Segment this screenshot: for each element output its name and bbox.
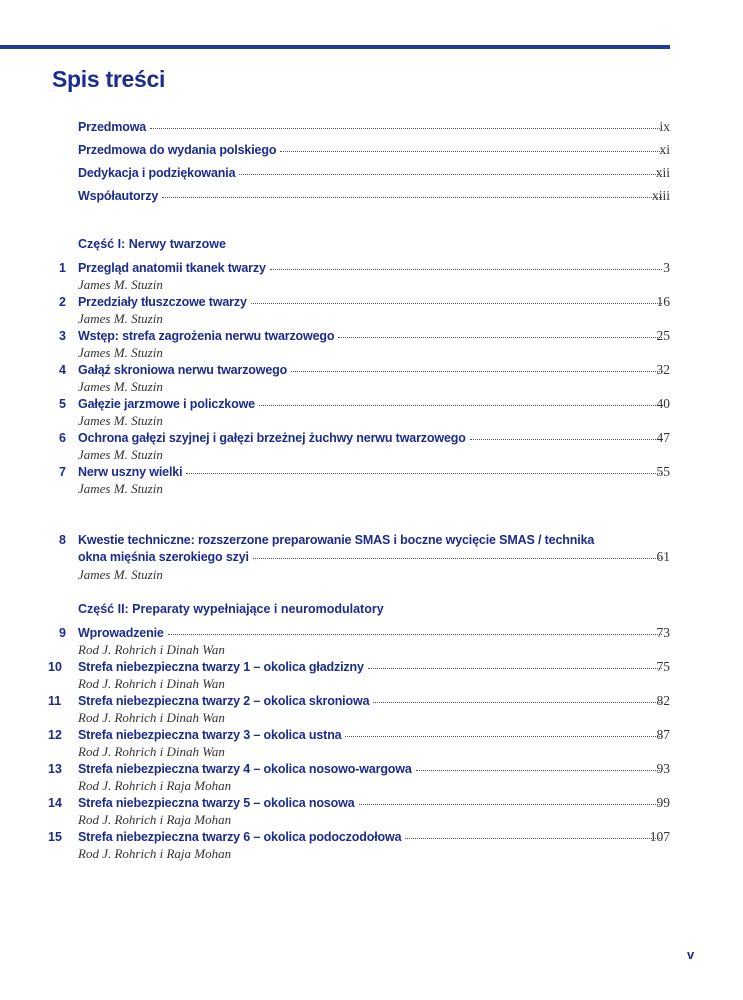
chapter-number: 2 [59,295,66,309]
chapter-number: 15 [48,830,62,844]
page-number: 25 [656,328,670,343]
chapter-entry[interactable] [0,261,743,295]
page-number: 61 [656,549,670,564]
page-number: 87 [656,727,670,742]
chapter-entry[interactable] [0,796,743,830]
dot-leader [259,405,662,406]
entry-title[interactable]: Współautorzy [78,189,159,203]
dot-leader [253,558,662,559]
chapter-title[interactable]: Strefa niebezpieczna twarzy 3 – okolica ustna [78,728,342,742]
dot-leader [416,770,662,771]
chapter-title[interactable]: Strefa niebezpieczna twarzy 5 – okolica nosowa [78,796,355,810]
page-number: ix [659,119,670,134]
chapter-entry[interactable] [0,465,743,499]
chapter-title[interactable]: Kwestie techniczne: rozszerzone preparowanie SMAS i boczne wycięcie SMAS / technika [78,533,595,547]
chapter-author: Rod J. Rohrich i Raja Mohan [78,812,232,827]
chapter-number: 14 [48,796,62,810]
page-number: 16 [656,294,670,309]
chapter-entry[interactable] [0,626,743,660]
chapter-title[interactable]: Wstęp: strefa zagrożenia nerwu twarzowego [78,329,335,343]
dot-leader [162,197,662,198]
dot-leader [239,174,662,175]
toc-entry[interactable] [0,166,743,189]
chapter-number: 10 [48,660,62,674]
toc-entry[interactable] [0,189,743,212]
chapter-entry[interactable] [0,329,743,363]
chapter-author: James M. Stuzin [78,481,163,496]
chapter-number: 9 [59,626,66,640]
chapter-author: Rod J. Rohrich i Dinah Wan [78,744,225,759]
dot-leader [291,371,662,372]
chapter-title[interactable]: Wprowadzenie [78,626,164,640]
entry-title[interactable]: Dedykacja i podziękowania [78,166,236,180]
chapter-number: 3 [59,329,66,343]
chapter-entry[interactable] [0,694,743,728]
chapter-title[interactable]: Przegląd anatomii tkanek twarzy [78,261,266,275]
front-matter-list [0,120,743,212]
chapter-number: 13 [48,762,62,776]
dot-leader [338,337,662,338]
chapter-author: Rod J. Rohrich i Dinah Wan [78,642,225,657]
chapter-entry[interactable] [0,728,743,762]
chapter-title[interactable]: Strefa niebezpieczna twarzy 6 – okolica podoczodołowa [78,830,402,844]
page-number: 32 [656,362,670,377]
page-number: 3 [663,260,670,275]
chapter-title[interactable]: Gałęzie jarzmowe i policzkowe [78,397,255,411]
chapter-entry[interactable] [0,295,743,329]
dot-leader [150,128,662,129]
dot-leader [186,473,662,474]
chapter-author: James M. Stuzin [78,311,163,326]
chapter-title[interactable]: Gałąź skroniowa nerwu twarzowego [78,363,288,377]
chapter-entry[interactable] [0,660,743,694]
entry-title[interactable]: Przedmowa [78,120,147,134]
chapter-author: Rod J. Rohrich i Raja Mohan [78,778,232,793]
page-folio: v [687,947,695,962]
page-number: 55 [656,464,670,479]
page-number: 73 [656,625,670,640]
chapter-entry[interactable] [0,363,743,397]
dot-leader [251,303,662,304]
chapter-title[interactable]: Nerw uszny wielki [78,465,183,479]
entry-title[interactable]: Przedmowa do wydania polskiego [78,143,277,157]
part-heading: Część II: Preparaty wypełniające i neuromodulatory [78,602,384,616]
page-number: 99 [656,795,670,810]
chapter-number: 4 [59,363,66,377]
toc-entry[interactable] [0,120,743,143]
dot-leader [368,668,662,669]
chapter-entry[interactable] [0,397,743,431]
chapter-entry[interactable] [0,431,743,465]
page-number: 47 [656,430,670,445]
dot-leader [280,151,662,152]
dot-leader [168,634,662,635]
dot-leader [359,804,662,805]
chapter-title[interactable]: Strefa niebezpieczna twarzy 4 – okolica nosowo-wargowa [78,762,412,776]
dot-leader [405,838,662,839]
chapter-title[interactable]: Ochrona gałęzi szyjnej i gałęzi brzeżnej żuchwy nerwu twarzowego [78,431,466,445]
page-number: 107 [649,829,670,844]
chapter-number: 12 [48,728,62,742]
chapter-number: 7 [59,465,66,479]
dot-leader [345,736,662,737]
page-number: 93 [656,761,670,776]
page-number: 40 [656,396,670,411]
page-number: xiii [651,188,670,203]
chapter-number: 8 [59,533,66,547]
page-number: xi [659,142,670,157]
page-title: Spis treści [52,66,166,92]
chapter-author: James M. Stuzin [78,567,163,582]
chapter-title-cont[interactable]: okna mięśnia szerokiego szyi [78,550,249,564]
dot-leader [373,702,662,703]
chapter-title[interactable]: Strefa niebezpieczna twarzy 1 – okolica gładzizny [78,660,364,674]
chapter-author: James M. Stuzin [78,413,163,428]
header-rule [0,45,670,49]
page-number: 82 [656,693,670,708]
chapter-author: Rod J. Rohrich i Dinah Wan [78,710,225,725]
chapter-author: James M. Stuzin [78,345,163,360]
chapter-number: 6 [59,431,66,445]
chapter-author: Rod J. Rohrich i Dinah Wan [78,676,225,691]
chapter-number: 1 [59,261,66,275]
page-number: xii [655,165,670,180]
toc-entry[interactable] [0,143,743,166]
chapter-author: Rod J. Rohrich i Raja Mohan [78,846,232,861]
chapter-entry[interactable] [0,762,743,796]
chapter-entry[interactable] [0,830,743,864]
page-number: 75 [656,659,670,674]
part-heading: Część I: Nerwy twarzowe [78,237,226,251]
dot-leader [470,439,662,440]
chapter-number: 5 [59,397,66,411]
chapter-author: James M. Stuzin [78,277,163,292]
chapter-title[interactable]: Strefa niebezpieczna twarzy 2 – okolica skroniowa [78,694,370,708]
chapter-number: 11 [48,694,62,708]
dot-leader [270,269,662,270]
chapter-author: James M. Stuzin [78,447,163,462]
chapter-title[interactable]: Przedziały tłuszczowe twarzy [78,295,247,309]
chapter-author: James M. Stuzin [78,379,163,394]
